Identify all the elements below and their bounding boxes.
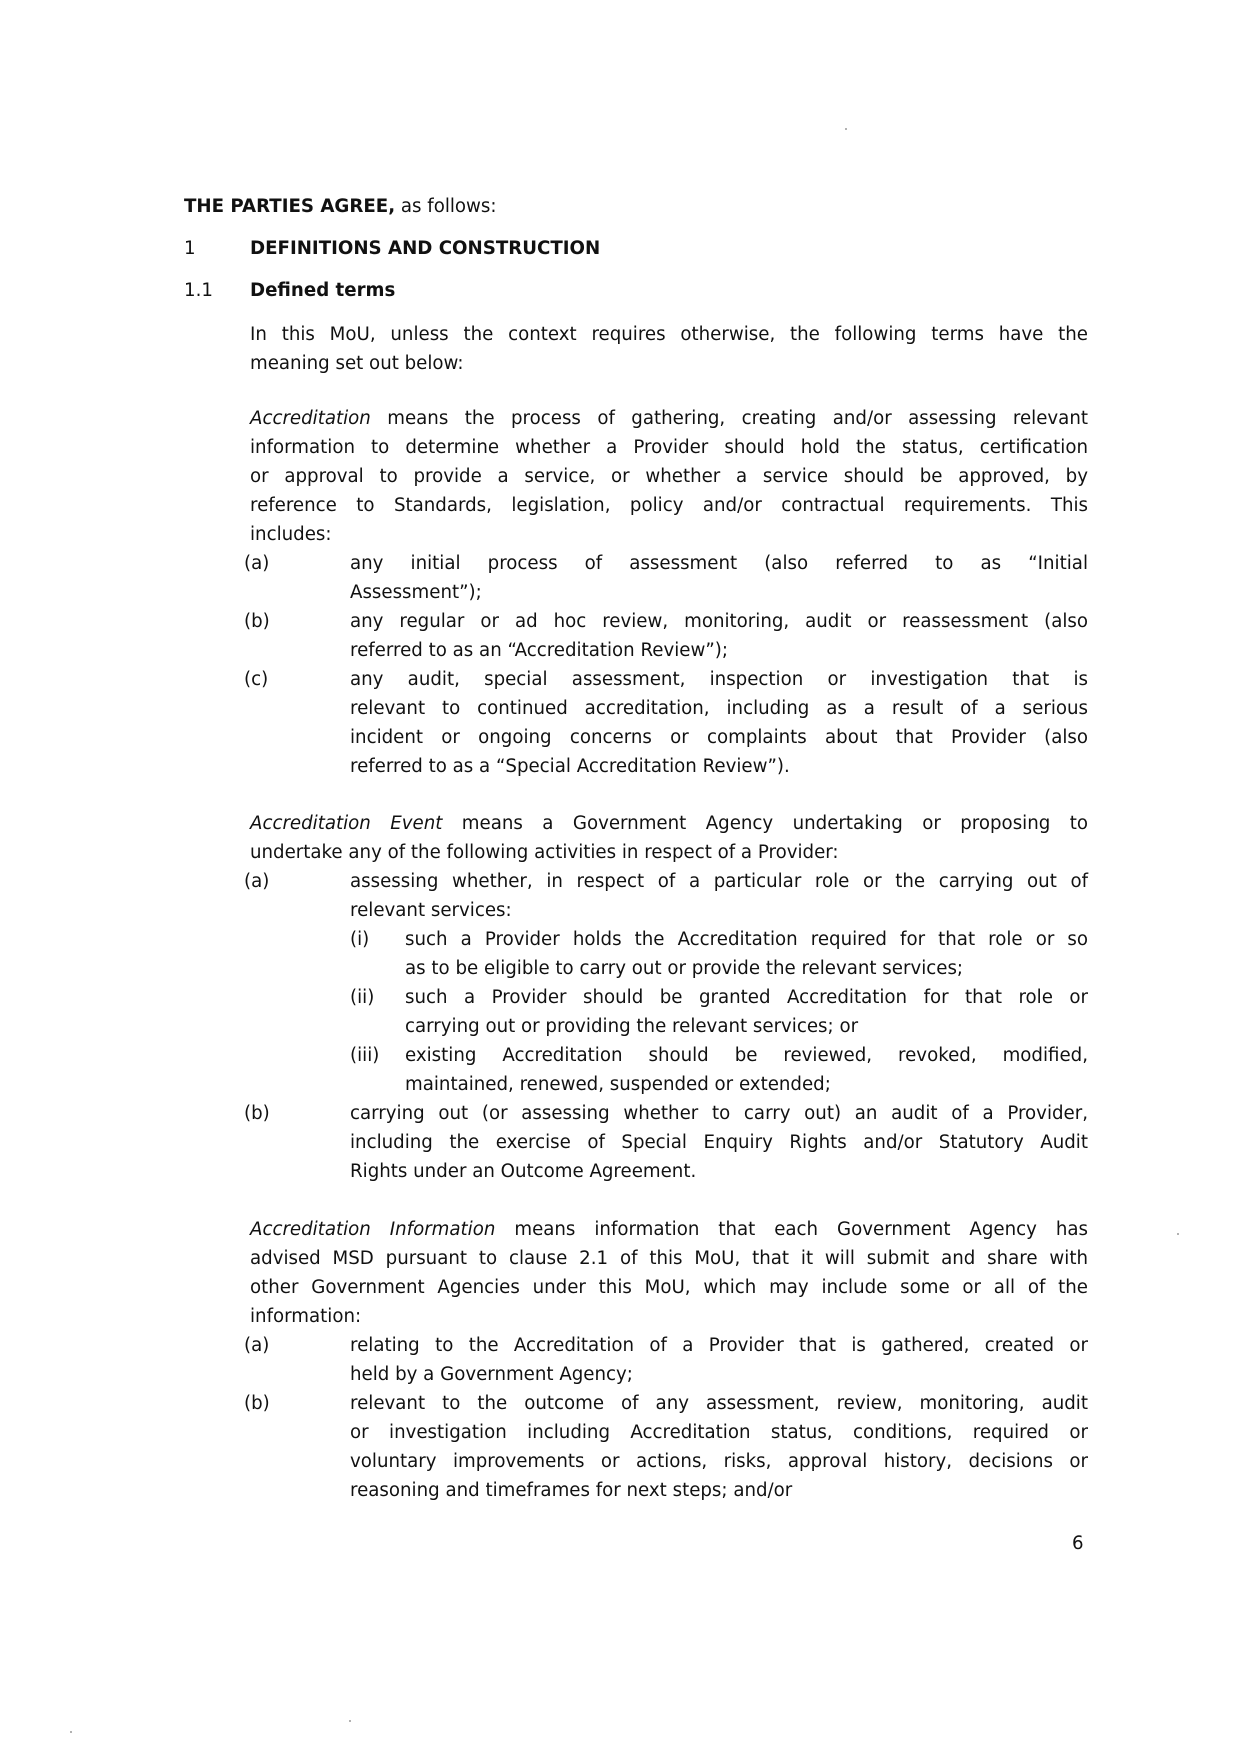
text-line: existing Accreditation should be reviewed, revoked, modified,	[405, 1045, 1088, 1066]
item-label: (a)	[244, 871, 270, 892]
text-line: Assessment”);	[350, 582, 482, 603]
subsection-number: 1.1	[184, 280, 213, 301]
text-line: relevant to the outcome of any assessment, review, monitoring, audit	[350, 1393, 1088, 1414]
subsection-heading: Defined terms	[250, 280, 396, 301]
text-line: assessing whether, in respect of a particular role or the carrying out of	[350, 871, 1088, 892]
text-line: any audit, special assessment, inspection or investigation that is	[350, 669, 1088, 690]
text-line: relevant to continued accreditation, including as a result of a serious	[350, 698, 1088, 719]
text-line: referred to as an “Accreditation Review”);	[350, 640, 728, 661]
item-label: (b)	[244, 611, 270, 632]
item-label: (b)	[244, 1103, 270, 1124]
text-line: incident or ongoing concerns or complaints about that Provider (also	[350, 727, 1088, 748]
intro-line	[184, 194, 497, 220]
text-line: voluntary improvements or actions, risks, approval history, decisions or	[350, 1451, 1088, 1472]
intro-bold: THE PARTIES AGREE,	[184, 196, 396, 217]
defined-term: Accreditation Event	[250, 813, 443, 834]
text-line: undertake any of the following activities in respect of a Provider:	[250, 842, 839, 863]
lead-paragraph	[250, 320, 1088, 378]
text-line: meaning set out below:	[250, 353, 464, 374]
subitem-label: (i)	[350, 929, 370, 950]
scan-speck	[845, 128, 847, 130]
text-line: or investigation including Accreditation status, conditions, required or	[350, 1422, 1088, 1443]
text-line: held by a Government Agency;	[350, 1364, 633, 1385]
text-line: Rights under an Outcome Agreement.	[350, 1161, 697, 1182]
text-line: such a Provider should be granted Accreditation for that role or	[405, 987, 1088, 1008]
text-line: carrying out (or assessing whether to carry out) an audit of a Provider,	[350, 1103, 1088, 1124]
item-label: (a)	[244, 1335, 270, 1356]
intro-rest: as follows:	[395, 196, 497, 217]
text-line	[250, 1215, 1088, 1244]
text-line: information to determine whether a Provider should hold the status, certification	[250, 437, 1088, 458]
text-line: In this MoU, unless the context requires otherwise, the following terms have the	[250, 324, 1088, 345]
text-line: any regular or ad hoc review, monitoring, audit or reassessment (also	[350, 611, 1088, 632]
section-heading: DEFINITIONS AND CONSTRUCTION	[250, 238, 601, 259]
text-line: maintained, renewed, suspended or extended;	[405, 1074, 831, 1095]
subitem-label: (ii)	[350, 987, 375, 1008]
text-line: such a Provider holds the Accreditation required for that role or so	[405, 929, 1088, 950]
text-line: including the exercise of Special Enquiry Rights and/or Statutory Audit	[350, 1132, 1088, 1153]
subitem-label: (iii)	[350, 1045, 380, 1066]
scan-speck	[1177, 1233, 1179, 1235]
text-line: information:	[250, 1306, 362, 1327]
text-line: reference to Standards, legislation, policy and/or contractual requirements. This	[250, 495, 1088, 516]
defined-term: Accreditation Information	[250, 1219, 496, 1240]
item-label: (b)	[244, 1393, 270, 1414]
text-fragment: means the process of gathering, creating and/or assessing relevant	[370, 408, 1088, 429]
text-line: carrying out or providing the relevant services; or	[405, 1016, 859, 1037]
text-line: relevant services:	[350, 900, 512, 921]
text-line: any initial process of assessment (also referred to as “Initial	[350, 553, 1088, 574]
definition-accreditation-event	[250, 809, 1088, 867]
text-fragment: means information that each Government Agency has	[495, 1219, 1089, 1240]
text-line	[250, 404, 1088, 433]
text-line: as to be eligible to carry out or provide the relevant services;	[405, 958, 964, 979]
text-line: other Government Agencies under this MoU, which may include some or all of the	[250, 1277, 1088, 1298]
page-number: 6	[1072, 1533, 1084, 1554]
scan-speck	[349, 1720, 351, 1722]
text-line: includes:	[250, 524, 332, 545]
item-label: (a)	[244, 553, 270, 574]
text-fragment: means a Government Agency undertaking or proposing to	[442, 813, 1088, 834]
definition-accreditation-information	[250, 1215, 1088, 1331]
definition-accreditation	[250, 404, 1088, 549]
item-label: (c)	[244, 669, 269, 690]
text-line: relating to the Accreditation of a Provider that is gathered, created or	[350, 1335, 1088, 1356]
text-line	[250, 809, 1088, 838]
text-line: referred to as a “Special Accreditation Review”).	[350, 756, 790, 777]
scan-speck	[70, 1731, 72, 1733]
text-line: reasoning and timeframes for next steps; and/or	[350, 1480, 793, 1501]
section-number: 1	[184, 238, 196, 259]
defined-term: Accreditation	[250, 408, 371, 429]
text-line: or approval to provide a service, or whether a service should be approved, by	[250, 466, 1088, 487]
text-line: advised MSD pursuant to clause 2.1 of this MoU, that it will submit and share with	[250, 1248, 1088, 1269]
